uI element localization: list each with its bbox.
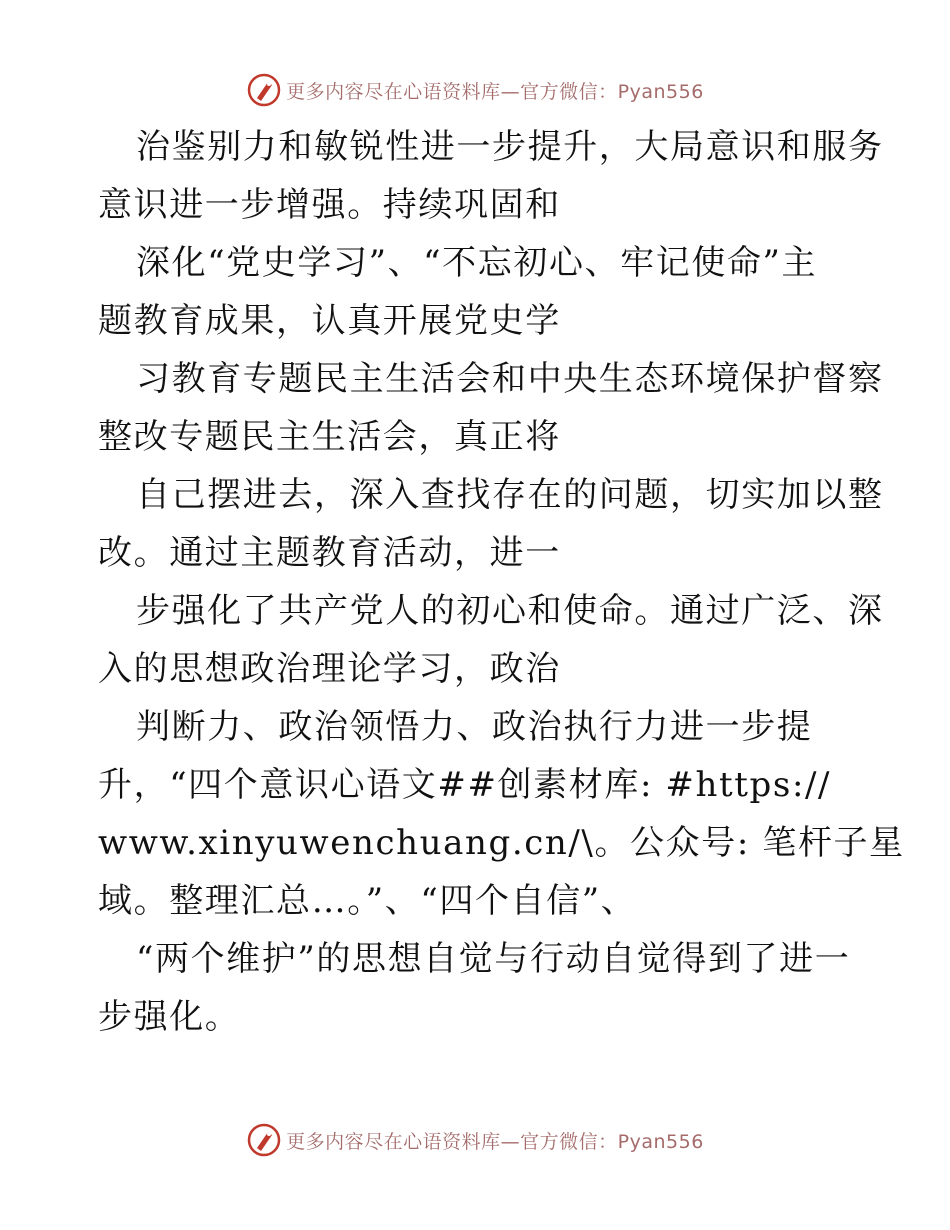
pen-nib-logo-icon (246, 72, 282, 108)
text-line: 自己摆进去，深入查找存在的问题，切实加以整 (136, 475, 884, 515)
text-line: 升，“四个意识心语文##创素材库: #https:// (98, 765, 832, 805)
footer-watermark-banner (0, 1120, 950, 1160)
document-body (98, 118, 905, 1046)
text-line: 习教育专题民主生活会和中央生态环境保护督察 (136, 359, 884, 399)
header-watermark-banner (0, 70, 950, 110)
text-line: 步强化。 (98, 997, 241, 1037)
text-line: 深化“党史学习”、“不忘初心、牢记使命”主 (136, 243, 818, 283)
text-line: 入的思想政治理论学习，政治 (98, 649, 561, 689)
text-line: 步强化了共产党人的初心和使命。通过广泛、深 (136, 591, 884, 631)
text-line: 意识进一步增强。持续巩固和 (98, 185, 561, 225)
text-line: 域。整理汇总…。”、“四个自信”、 (98, 881, 637, 921)
watermark-text: 更多内容尽在心语资料库—官方微信：Pyan556 (286, 1130, 704, 1153)
text-line: 整改专题民主生活会，真正将 (98, 417, 561, 457)
watermark-text: 更多内容尽在心语资料库—官方微信：Pyan556 (286, 80, 704, 103)
text-line: 题教育成果，认真开展党史学 (98, 301, 561, 341)
text-line: 判断力、政治领悟力、政治执行力进一步提 (136, 707, 813, 747)
pen-nib-logo-icon (246, 1122, 282, 1158)
text-line: “两个维护”的思想自觉与行动自觉得到了进一 (136, 939, 851, 979)
text-line: 治鉴别力和敏锐性进一步提升，大局意识和服务 (136, 127, 884, 167)
text-line: www.xinyuwenchuang.cn/\。公众号: 笔杆子星 (98, 823, 905, 863)
text-line: 改。通过主题教育活动，进一 (98, 533, 561, 573)
